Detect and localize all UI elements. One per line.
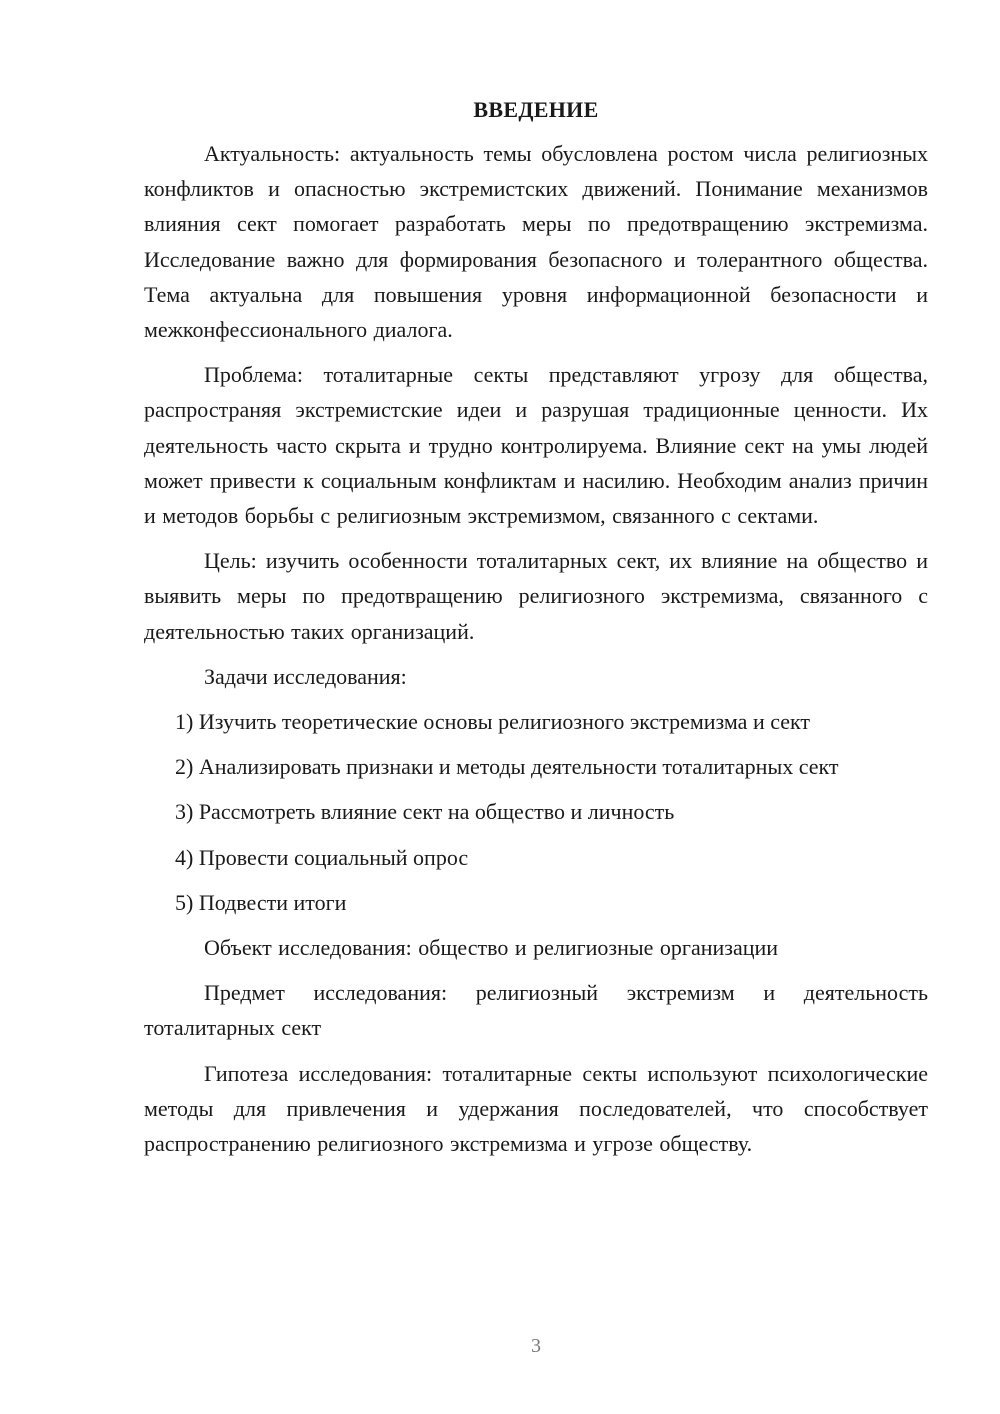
task-item: 2) Анализировать признаки и методы деятельности тоталитарных сект — [175, 754, 839, 780]
section-heading: ВВЕДЕНИЕ — [473, 97, 599, 122]
page-number: 3 — [531, 1335, 541, 1357]
object-paragraph: Объект исследования: общество и религиозные организации — [204, 935, 779, 961]
subject-paragraph: Предмет исследования: религиозный экстремизм и деятельность тоталитарных сект — [144, 980, 928, 1041]
task-item: 4) Провести социальный опрос — [175, 844, 469, 870]
tasks-title: Задачи исследования: — [204, 663, 407, 689]
task-item: 5) Подвести итоги — [175, 889, 347, 915]
task-item: 1) Изучить теоретические основы религиозного экстремизма и сект — [175, 709, 811, 735]
goal-paragraph: Цель: изучить особенности тоталитарных сект, их влияние на общество и выявить меры по предотвращению религиозного экстремизма, связанного с деятельностью таких организаций. — [144, 548, 928, 644]
task-list — [144, 704, 928, 920]
task-item: 3) Рассмотреть влияние сект на общество и личность — [175, 799, 675, 825]
hypothesis-paragraph: Гипотеза исследования: тоталитарные секты используют психологические методы для привлечения и удержания последователей, что способствует распространению религиозного экстремизма и угрозе обществу. — [144, 1060, 928, 1157]
problem-paragraph: Проблема: тоталитарные секты представляют угрозу для общества, распространяя экстремистские идеи и разрушая традиционные ценности. Их деятельность часто скрыта и трудно контролируема. Влияние сект на умы людей может привести к социальным конфликтам и насилию. Необходим анализ причин и методов борьбы с религиозным экстремизмом, связанного с сектами. — [144, 362, 928, 529]
page-content — [144, 96, 928, 1161]
relevance-paragraph: Актуальность: актуальность темы обусловлена ростом числа религиозных конфликтов и опасностью экстремистских движений. Понимание механизмов влияния сект помогает разработать меры по предотвращению экстремизма. Исследование важно для формирования безопасного и толерантного общества. Тема актуальна для повышения уровня информационной безопасности и межконфессионального диалога. — [144, 141, 928, 343]
